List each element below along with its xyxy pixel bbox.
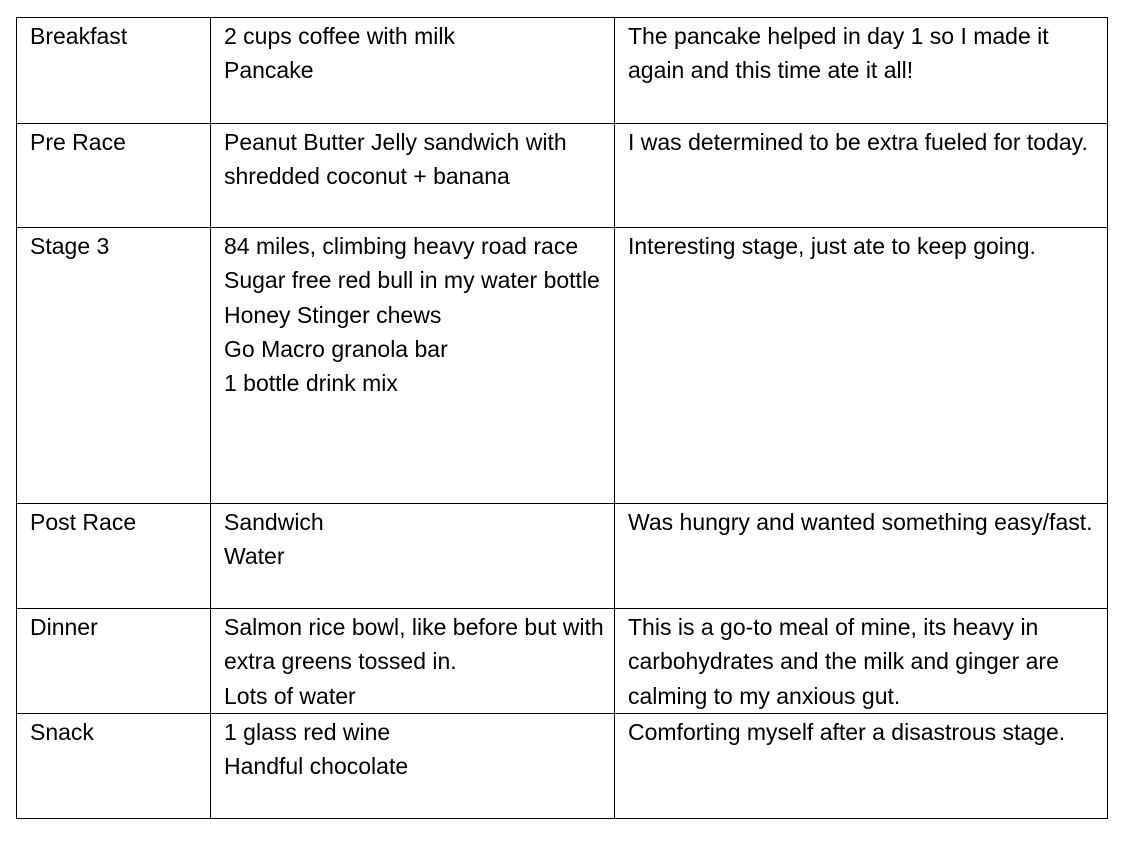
meal-cell: Post Race [17,504,211,609]
table-row [17,714,1108,819]
table-row [17,18,1108,124]
notes-cell: I was determined to be extra fueled for today. [615,124,1108,228]
items-cell: 2 cups coffee with milk Pancake [211,18,615,124]
notes-cell: Was hungry and wanted something easy/fast. [615,504,1108,609]
notes-cell: The pancake helped in day 1 so I made it again and this time ate it all! [615,18,1108,124]
meal-cell: Snack [17,714,211,819]
items-cell: Salmon rice bowl, like before but with extra greens tossed in. Lots of water [211,609,615,714]
meal-cell: Dinner [17,609,211,714]
notes-cell: Comforting myself after a disastrous stage. [615,714,1108,819]
notes-cell: Interesting stage, just ate to keep going. [615,228,1108,504]
table-row [17,124,1108,228]
meal-cell: Pre Race [17,124,211,228]
table-row [17,504,1108,609]
items-cell: Peanut Butter Jelly sandwich with shredded coconut + banana [211,124,615,228]
meal-cell: Breakfast [17,18,211,124]
food-log-table [16,17,1108,819]
items-cell: 1 glass red wine Handful chocolate [211,714,615,819]
table-row [17,228,1108,504]
items-cell: Sandwich Water [211,504,615,609]
meal-cell: Stage 3 [17,228,211,504]
notes-cell: This is a go-to meal of mine, its heavy in carbohydrates and the milk and ginger are calming to my anxious gut. [615,609,1108,714]
items-cell: 84 miles, climbing heavy road race Sugar free red bull in my water bottle Honey Stinger chews Go Macro granola bar 1 bottle drink mix [211,228,615,504]
table-row [17,609,1108,714]
